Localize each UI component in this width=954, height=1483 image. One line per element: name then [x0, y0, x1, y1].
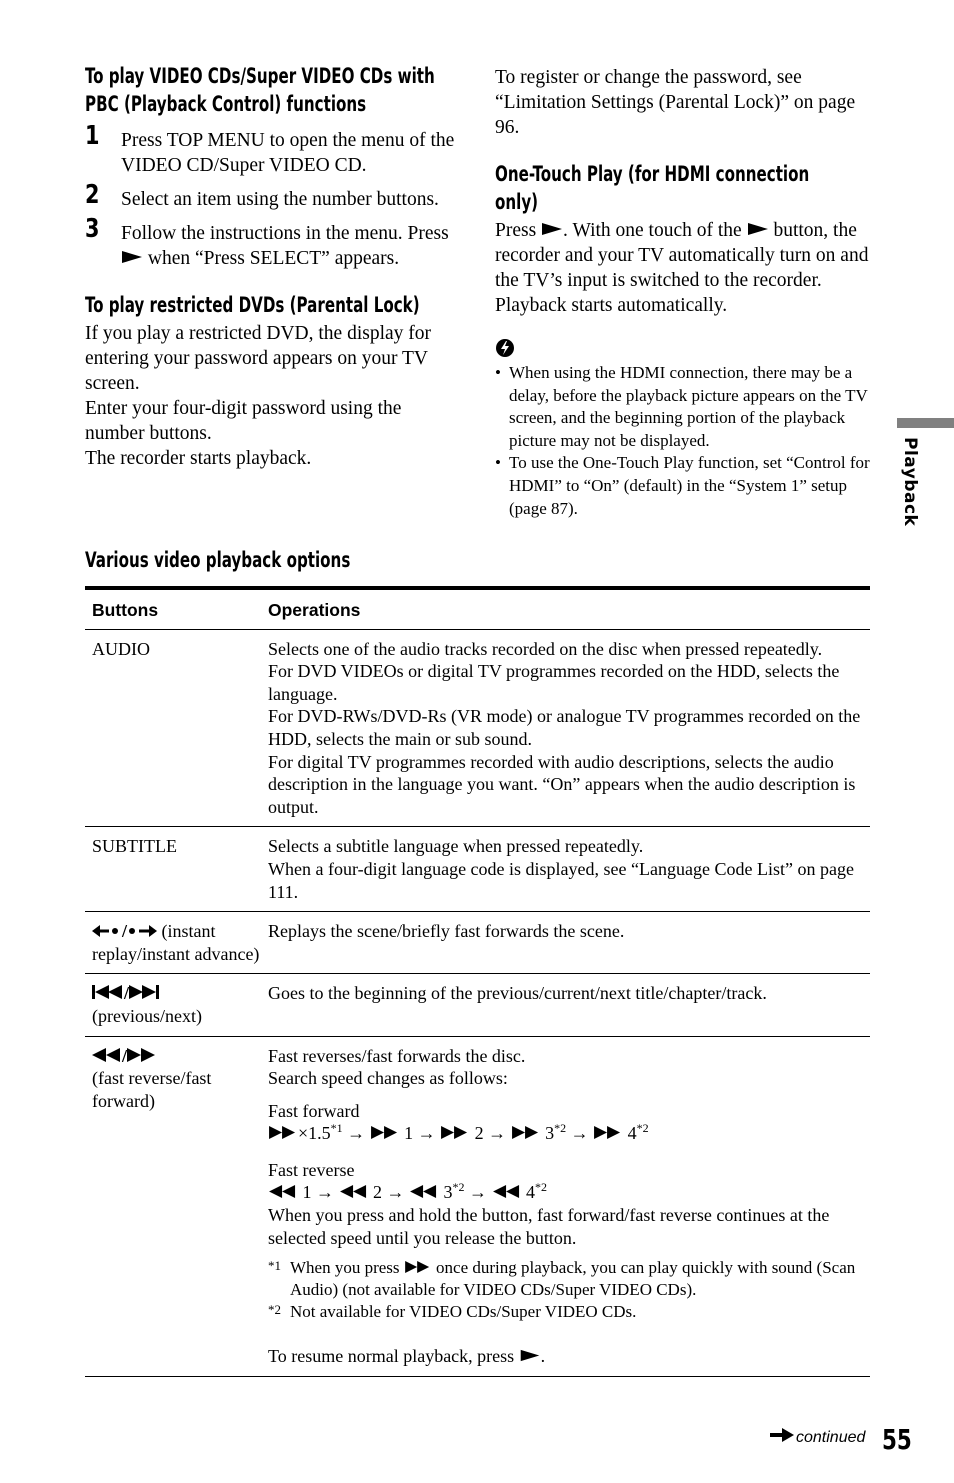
previous-icon — [92, 983, 124, 1003]
side-tab-label: Playback — [900, 437, 920, 527]
play-icon — [541, 220, 563, 241]
instant-replay-icon — [92, 921, 122, 941]
button-cell-subtitle: SUBTITLE — [92, 836, 177, 857]
table-row — [85, 912, 870, 974]
fast-forward-label: Fast forward — [268, 1100, 360, 1121]
subtitle-op-1: Selects a subtitle language when pressed repeatedly. — [268, 836, 644, 857]
play-icon — [121, 248, 143, 269]
column-header-operations: Operations — [268, 590, 870, 629]
table-row — [85, 629, 870, 827]
audio-op-4: For digital TV programmes recorded with audio descriptions, selects the audio description in the language you want. “On” appears when the audio description is output. — [268, 751, 856, 817]
register-text: To register or change the password, see “Limitation Settings (Parental Lock)” on page 96. — [495, 67, 856, 138]
notes-list — [495, 362, 870, 520]
operations-cell-audio — [268, 629, 870, 827]
step-1-number: 1 — [85, 121, 100, 151]
step-2-number: 2 — [85, 180, 100, 210]
fast-reverse-sequence: $1 \to 2 \to 3^{*2} \to 4^{*2}$ — [268, 1181, 870, 1204]
step-2-text: Select an item using the number buttons. — [121, 189, 439, 210]
play-icon — [519, 1346, 541, 1366]
instant-advance-icon — [127, 921, 157, 941]
onetouch-paragraph — [495, 218, 870, 318]
right-column — [495, 65, 870, 520]
footnote-1 — [268, 1257, 870, 1301]
fast-op-2: Search speed changes as follows: — [268, 1068, 508, 1089]
left-column — [85, 62, 465, 471]
fast-op-1: Fast reverses/fast forwards the disc. — [268, 1045, 526, 1066]
pbc-heading: To play VIDEO CDs/Super VIDEO CDs with PBC (Playback Control) functions — [85, 64, 435, 116]
table-row — [85, 827, 870, 912]
parental-paragraph-2: Enter your four-digit password using the number buttons. — [85, 398, 402, 444]
column-header-buttons: Buttons — [85, 590, 268, 629]
step-1-text: Press TOP MENU to open the menu of the VIDEO CD/Super VIDEO CD. — [121, 130, 455, 176]
parental-paragraph-3: The recorder starts playback. — [85, 448, 312, 469]
fast-hold-text: When you press and hold the button, fast forward/fast reverse continues at the selected speed until you release the button. — [268, 1205, 830, 1248]
play-icon — [747, 220, 769, 241]
operations-cell-fast — [268, 1036, 870, 1376]
prevnext-label: (previous/next) — [92, 1005, 202, 1026]
step-3-text-a: Follow the instructions in the menu. Press — [121, 223, 449, 244]
footnote-1-text-a: When you press — [290, 1258, 400, 1278]
onetouch-text-a: Press — [495, 220, 537, 241]
footnote-2-mark: *2 — [268, 1302, 281, 1318]
step-3-number: 3 — [85, 214, 100, 244]
resume-text: To resume normal playback, press . — [268, 1346, 546, 1367]
button-cell-instant: / (instant replay/instant advance) — [92, 921, 260, 964]
fast-forward-icon — [127, 1046, 157, 1066]
options-table — [85, 590, 870, 1377]
subtitle-op-2: When a four-digit language code is displayed, see “Language Code List” on page 111. — [268, 858, 854, 902]
fast-forward-icon — [404, 1258, 432, 1277]
next-icon — [129, 983, 161, 1003]
table-heading: Various video playback options — [85, 548, 351, 572]
fast-reverse-label: Fast reverse — [268, 1159, 355, 1180]
step-2 — [85, 180, 465, 212]
arrow-right-icon — [770, 1428, 794, 1447]
step-1 — [85, 121, 465, 178]
note-item: • When using the HDMI connection, there may be a delay, before the playback picture appears on the TV screen, and the beginning portion of the playback picture may not be displayed. — [495, 362, 870, 452]
note-item: • To use the One-Touch Play function, set “Control for HDMI” to “On” (default) in the “System 1” setup (page 87). — [495, 452, 870, 520]
button-cell-prevnext: / (previous/next) — [85, 974, 268, 1036]
step-3 — [85, 214, 465, 271]
parental-paragraph-1: If you play a restricted DVD, the display for entering your password appears on your TV screen. — [85, 323, 432, 394]
continued-label: continued — [796, 1428, 866, 1446]
side-tab-bar — [897, 418, 954, 428]
operations-cell-subtitle — [268, 827, 870, 912]
audio-op-2: For DVD VIDEOs or digital TV programmes recorded on the HDD, selects the language. — [268, 661, 840, 704]
onetouch-heading: One-Touch Play (for HDMI connection only) — [495, 162, 810, 214]
button-cell-audio: AUDIO — [92, 638, 150, 659]
operations-cell-instant: Replays the scene/briefly fast forwards the scene. — [268, 921, 625, 942]
note-icon — [495, 338, 870, 362]
table-row — [85, 974, 870, 1036]
fast-forward-sequence: $\times 1.5^{*1} \to 1 \to 2 \to 3^{*2} \to 4^{*2}$ — [268, 1122, 870, 1145]
footnote-2 — [268, 1301, 870, 1323]
table-row — [85, 1036, 870, 1376]
fast-label: (fast reverse/fast forward) — [92, 1068, 212, 1111]
page-number: 55 — [882, 1423, 912, 1456]
fast-reverse-icon — [92, 1046, 122, 1066]
resume-label: To resume normal playback, press — [268, 1346, 515, 1367]
continued-marker — [770, 1428, 865, 1447]
button-cell-fast: / (fast reverse/fast forward) — [85, 1036, 268, 1376]
audio-op-1: Selects one of the audio tracks recorded on the disc when pressed repeatedly. — [268, 638, 823, 659]
parental-heading: To play restricted DVDs (Parental Lock) — [85, 293, 420, 317]
footnote-1-mark: *1 — [268, 1258, 281, 1274]
onetouch-text-c: button, the recorder and your TV automatically turn on and the TV’s input is switched to the recorder. Playback starts automatically. — [495, 220, 869, 316]
operations-cell-prevnext: Goes to the beginning of the previous/current/next title/chapter/track. — [268, 983, 767, 1004]
footnote-1-text-b: once during playback, you can play quickly with sound (Scan Audio) (not available for VIDEO CDs/Super VIDEO CDs). — [290, 1258, 856, 1300]
audio-op-3: For DVD-RWs/DVD-Rs (VR mode) or analogue TV programmes recorded on the HDD, selects the main or sub sound. — [268, 706, 861, 749]
instant-label: (instant replay/instant advance) — [92, 921, 260, 964]
footnote-2-text: Not available for VIDEO CDs/Super VIDEO CDs. — [290, 1302, 637, 1322]
onetouch-text-b: . With one touch of the — [563, 220, 742, 241]
step-3-text-b: when “Press SELECT” appears. — [147, 248, 400, 269]
options-table-wrapper — [85, 586, 870, 1377]
